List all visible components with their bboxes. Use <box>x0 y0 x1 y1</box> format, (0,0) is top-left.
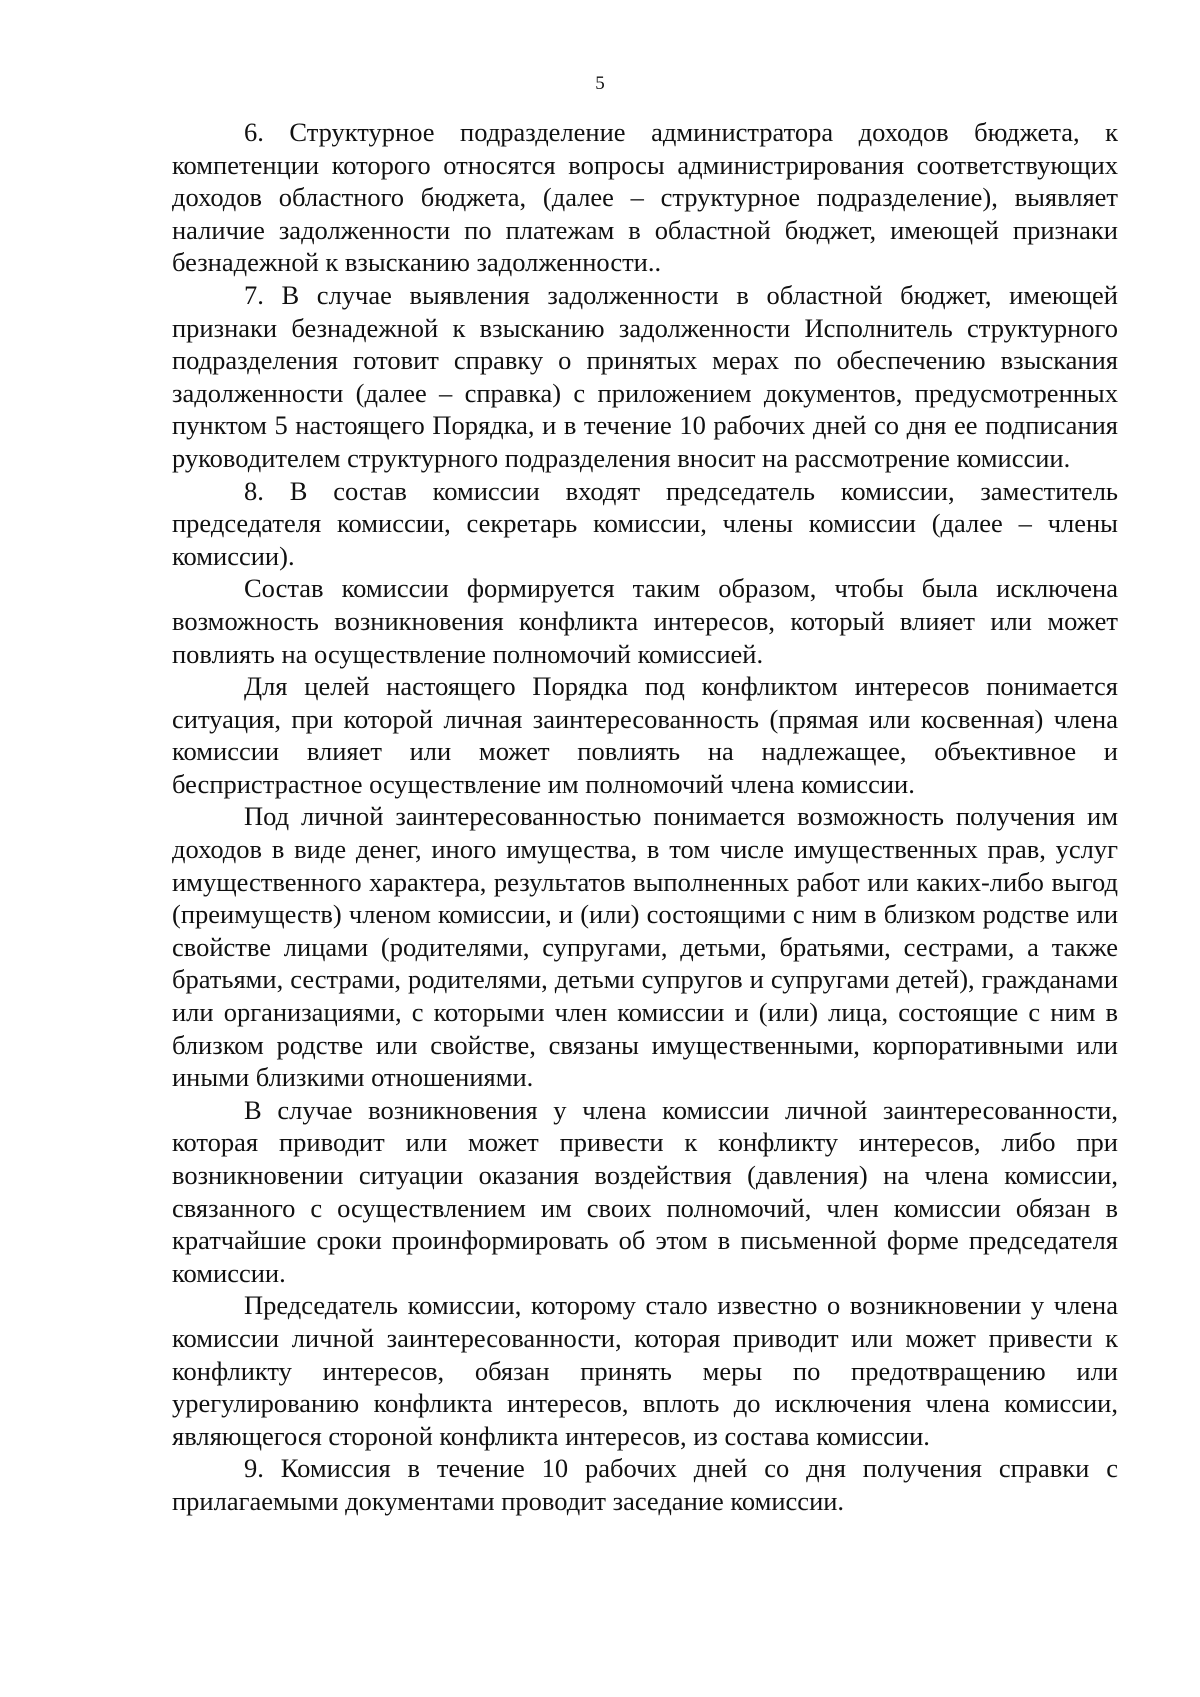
paragraph-conflict-definition: Для целей настоящего Порядка под конфликтом интересов понимается ситуация, при которой личная заинтересованность (прямая или косвенная) члена комиссии влияет или может повлиять на надлежащее, объективное и беспристрастное осуществление им полномочий члена комиссии. <box>172 671 1118 799</box>
paragraph-commission-composition: Состав комиссии формируется таким образом, чтобы была исключена возможность возникновения конфликта интересов, который влияет или может повлиять на осуществление полномочий комиссией. <box>172 573 1118 669</box>
paragraph-member-obligation: В случае возникновения у члена комиссии личной заинтересованности, которая приводит или может привести к конфликту интересов, либо при возникновении ситуации оказания воздействия (давления) на члена комиссии, связанного с осуществлением им своих полномочий, член комиссии обязан в кратчайшие сроки проинформировать об этом в письменной форме председателя комиссии. <box>172 1094 1118 1288</box>
paragraph-7: 7. В случае выявления задолженности в областной бюджет, имеющей признаки безнадежной к взысканию задолженности Исполнитель структурного подразделения готовит справку о принятых мерах по обеспечению взыскания задолженности (далее – справка) с приложением документов, предусмотренных пунктом 5 настоящего Порядка, и в течение 10 рабочих дней со дня ее подписания руководителем структурного подразделения вносит на рассмотрение комиссии. <box>172 279 1118 473</box>
paragraph-6: 6. Структурное подразделение администратора доходов бюджета, к компетенции которого относятся вопросы администрирования соответствующих доходов областного бюджета, (далее – структурное подразделение), выявляет наличие задолженности по платежам в областной бюджет, имеющей признаки безнадежной к взысканию задолженности.. <box>172 117 1118 278</box>
page-number: 5 <box>595 73 605 94</box>
paragraph-personal-interest: Под личной заинтересованностью понимается возможность получения им доходов в виде денег, иного имущества, в том числе имущественных прав, услуг имущественного характера, результатов выполненных работ или каких-либо выгод (преимуществ) членом комиссии, и (или) состоящими с ним в близком родстве или свойстве лицами (родителями, супругами, детьми, братьями, сестрами, а также братьями, сестрами, родителями, детьми супругов и супругами детей), гражданами или организациями, с которыми член комиссии и (или) лица, состоящие с ним в близком родстве или свойстве, связаны имущественными, корпоративными или иными близкими отношениями. <box>172 801 1118 1093</box>
document-body <box>172 116 1118 1518</box>
paragraph-8: 8. В состав комиссии входят председатель комиссии, заместитель председателя комиссии, секретарь комиссии, члены комиссии (далее – члены комиссии). <box>172 475 1118 571</box>
paragraph-9: 9. Комиссия в течение 10 рабочих дней со дня получения справки с прилагаемыми документами проводит заседание комиссии. <box>172 1453 1118 1516</box>
paragraph-chairman-measures: Председатель комиссии, которому стало известно о возникновении у члена комиссии личной заинтересованности, которая приводит или может привести к конфликту интересов, обязан принять меры по предотвращению или урегулированию конфликта интересов, вплоть до исключения члена комиссии, являющегося стороной конфликта интересов, из состава комиссии. <box>172 1290 1118 1451</box>
